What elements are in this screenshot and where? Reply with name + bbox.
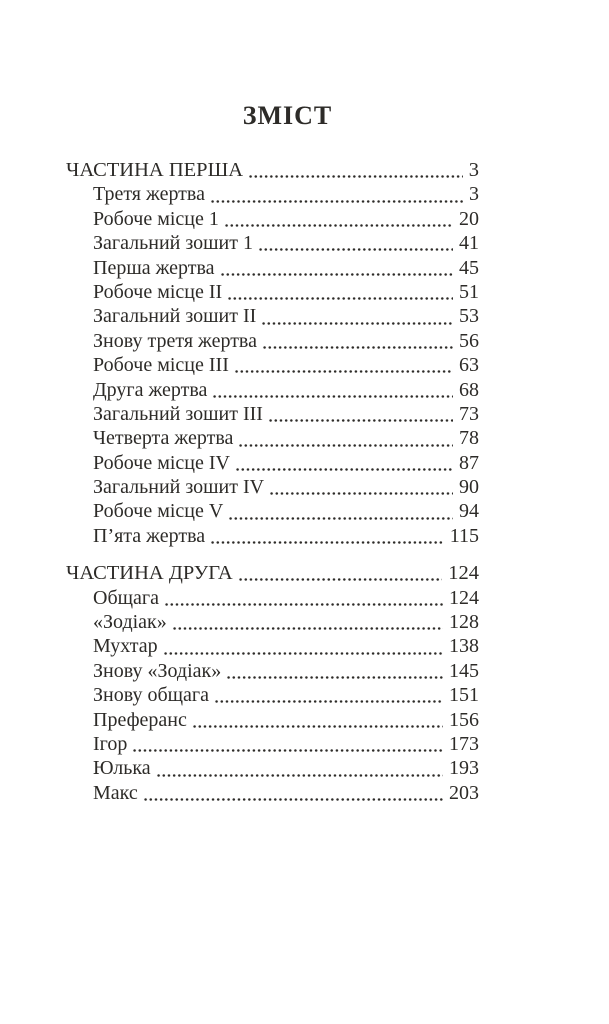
- dot-leader: [268, 402, 453, 426]
- toc-entry: [66, 304, 479, 328]
- dot-leader: [238, 426, 453, 450]
- toc-section: [66, 561, 479, 585]
- toc-entry: [66, 475, 479, 499]
- toc-entry-page-number: 173: [449, 732, 479, 755]
- dot-leader: [227, 280, 453, 304]
- toc-entry: [66, 683, 479, 707]
- dot-leader: [156, 756, 443, 780]
- toc-entry: [66, 499, 479, 523]
- page-title: ЗМІСТ: [242, 101, 333, 130]
- toc-entry: [66, 756, 479, 780]
- toc-entry-page-number: 90: [459, 476, 479, 499]
- toc-entry-page-number: 20: [459, 207, 479, 230]
- dot-leader: [220, 256, 453, 280]
- dot-leader: [226, 659, 443, 683]
- dot-leader: [238, 561, 443, 585]
- dot-leader: [212, 378, 453, 402]
- dot-leader: [258, 231, 453, 255]
- dot-leader: [248, 158, 463, 182]
- toc-entry-page-number: 128: [449, 611, 479, 634]
- toc-entry-label: Перша жертва: [93, 256, 215, 279]
- dot-leader: [234, 353, 453, 377]
- dot-leader: [224, 207, 453, 231]
- toc-entry-page-number: 138: [449, 635, 479, 658]
- toc-entry-label: Юлька: [93, 757, 151, 780]
- toc-entry-label: Ігор: [93, 732, 128, 755]
- toc-entry-page-number: 145: [449, 659, 479, 682]
- toc-entry-label: Знову третя жертва: [93, 329, 257, 352]
- table-of-contents: [66, 158, 479, 805]
- toc-entry: [66, 451, 479, 475]
- toc-entry-page-number: 193: [449, 757, 479, 780]
- toc-entry: [66, 634, 479, 658]
- toc-entry-page-number: 156: [449, 708, 479, 731]
- dot-leader: [235, 451, 453, 475]
- toc-entry: [66, 280, 479, 304]
- toc-entry-label: Мухтар: [93, 635, 158, 658]
- toc-entry: [66, 708, 479, 732]
- toc-entry: [66, 426, 479, 450]
- toc-entry-page-number: 94: [459, 500, 479, 523]
- toc-entry: [66, 231, 479, 255]
- toc-section-label: ЧАСТИНА ПЕРША: [66, 159, 244, 181]
- toc-entry: [66, 659, 479, 683]
- dot-leader: [172, 610, 443, 634]
- toc-entry-label: Общага: [93, 586, 159, 609]
- toc-entry: [66, 402, 479, 426]
- toc-section-label: ЧАСТИНА ДРУГА: [66, 562, 233, 585]
- dot-leader: [163, 634, 443, 658]
- toc-entry: [66, 586, 479, 610]
- toc-entry: [66, 256, 479, 280]
- dot-leader: [261, 304, 453, 328]
- toc-entry-label: Робоче місце III: [93, 354, 229, 377]
- toc-entry: [66, 182, 479, 206]
- toc-entry: [66, 353, 479, 377]
- toc-entry: [66, 378, 479, 402]
- toc-entry-page-number: 203: [449, 781, 479, 804]
- toc-entry-label: Знову общага: [93, 684, 210, 707]
- toc-entry-label: «Зодіак»: [93, 611, 167, 634]
- dot-leader: [262, 329, 453, 353]
- dot-leader: [164, 586, 443, 610]
- toc-entry-page-number: 3: [469, 183, 479, 206]
- dot-leader: [192, 708, 443, 732]
- toc-entry-label: Знову «Зодіак»: [93, 659, 222, 682]
- toc-entry-label: Загальний зошит IV: [93, 476, 265, 499]
- toc-entry-label: Робоче місце 1: [93, 207, 219, 230]
- dot-leader: [269, 475, 453, 499]
- toc-entry: [66, 610, 479, 634]
- toc-entry-label: Загальний зошит III: [93, 402, 263, 425]
- toc-entry-label: Загальний зошит II: [93, 305, 257, 328]
- toc-entry-page-number: 78: [459, 427, 479, 450]
- toc-entry-page-number: 124: [449, 586, 479, 609]
- toc-section-page-number: 124: [448, 562, 479, 585]
- toc-entry-label: Робоче місце IV: [93, 451, 230, 474]
- toc-entry-page-number: 115: [449, 524, 479, 547]
- toc-entry-label: Четверта жертва: [93, 427, 234, 450]
- toc-entry-label: Макс: [93, 781, 138, 804]
- toc-entry: [66, 207, 479, 231]
- toc-entry: [66, 524, 479, 548]
- toc-entry-page-number: 53: [459, 305, 479, 328]
- toc-entry-label: Робоче місце V: [93, 500, 224, 523]
- dot-leader: [143, 781, 443, 805]
- dot-leader: [214, 683, 443, 707]
- toc-entry-page-number: 51: [459, 280, 479, 303]
- toc-entry: [66, 781, 479, 805]
- toc-entry-page-number: 56: [459, 329, 479, 352]
- toc-entry-page-number: 68: [459, 378, 479, 401]
- toc-entry-label: Третя жертва: [93, 183, 205, 206]
- toc-entry-label: Робоче місце II: [93, 280, 223, 303]
- dot-leader: [228, 499, 453, 523]
- toc-section-page-number: 3: [468, 159, 479, 181]
- toc-section: [66, 158, 479, 182]
- toc-entry-label: П’ята жертва: [93, 524, 206, 547]
- toc-entry: [66, 732, 479, 756]
- toc-entry-label: Преферанс: [93, 708, 187, 731]
- toc-entry-label: Друга жертва: [93, 378, 208, 401]
- toc-entry-page-number: 41: [459, 232, 479, 255]
- toc-entry-page-number: 87: [459, 451, 479, 474]
- toc-entry-label: Загальний зошит 1: [93, 232, 253, 255]
- toc-entry-page-number: 63: [459, 354, 479, 377]
- dot-leader: [210, 524, 444, 548]
- toc-entry-page-number: 151: [449, 684, 479, 707]
- dot-leader: [132, 732, 443, 756]
- toc-entry-page-number: 45: [459, 256, 479, 279]
- dot-leader: [210, 182, 463, 206]
- toc-entry-page-number: 73: [459, 402, 479, 425]
- toc-entry: [66, 329, 479, 353]
